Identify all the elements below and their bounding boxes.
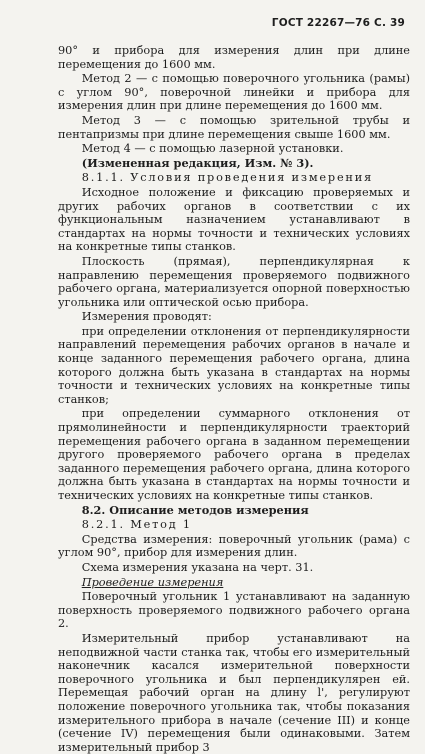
paragraph: 8.2.1. Метод 1 [81,518,192,532]
paragraph: 8.2. Описание методов измерения [81,502,309,517]
paragraph: Плоскость (прямая), перпендикулярная к направлению перемещения проверяемого подвижного рабочего органа, материализуется опорной поверхностью угольника или оптической осью прибора. [58,254,410,309]
paragraph: Метод 3 — с помощью зрительной трубы и пентапризмы при длине перемещения свыше 1600 мм. [58,113,410,141]
paragraph: Средства измерения: поверочный угольник (рама) с углом 90°, прибор для измерения длин. [58,532,410,560]
paragraph: (Измененная редакция, Изм. № 3). [81,155,314,170]
paragraph: Поверочный угольник 1 устанавливают на заданную поверхность проверяемого подвижного рабочего органа 2. [58,590,410,631]
page-header: ГОСТ 22267—76 С. 39 [271,17,405,29]
paragraph: 90° и прибора для измерения длин при длине перемещения до 1600 мм. [58,44,410,71]
paragraph: Схема измерения указана на черт. 31. [81,560,314,574]
paragraph: Исходное положение и фиксацию проверяемых и других рабочих органов в соответствии с их функциональным назначением устанавливают в стандартах на нормы точности и технических условиях на конкретные типы станков. [58,185,410,254]
paragraph: Измерительный прибор устанавливают на неподвижной части станка так, чтобы его измерительный наконечник касался измерительной поверхности поверочного угольника и был перпендикулярен ей. Перемещая рабочий орган на длину l', регулируют положение поверочного угольника так, чтобы показания измерительного прибора в начале (сечение III) и конце (сечение IV) перемещения были одинаковыми. Затем измерительный прибор 3 [58,631,410,754]
paragraph: 8.1.1. Условия проведения измерения [81,171,374,185]
document-body [58,43,410,754]
paragraph: Проведение измерения [81,575,224,589]
paragraph: Измерения проводят: [81,310,212,324]
paragraph: при определении суммарного отклонения от прямолинейности и перпендикулярности траекторий перемещения рабочего органа в заданном перемещении другого проверяемого рабочего органа в пределах заданного перемещения рабочего органа, длина которого должна быть указана в стандартах на нормы точности и технических условиях на конкретные типы станков. [58,407,410,502]
paragraph: Метод 4 — с помощью лазерной установки. [81,142,344,156]
paragraph: Метод 2 — с помощью поверочного угольника (рамы) с углом 90°, поверочной линейки и прибора для измерения длин при длине перемещения до 1600 мм. [58,72,410,113]
paragraph: при определении отклонения от перпендикулярности направлений перемещения рабочих органов в начале и конце заданного перемещения рабочего органа, длина которого должна быть указана в стандартах на нормы точности и технических условиях на конкретные типы станков; [58,324,410,406]
